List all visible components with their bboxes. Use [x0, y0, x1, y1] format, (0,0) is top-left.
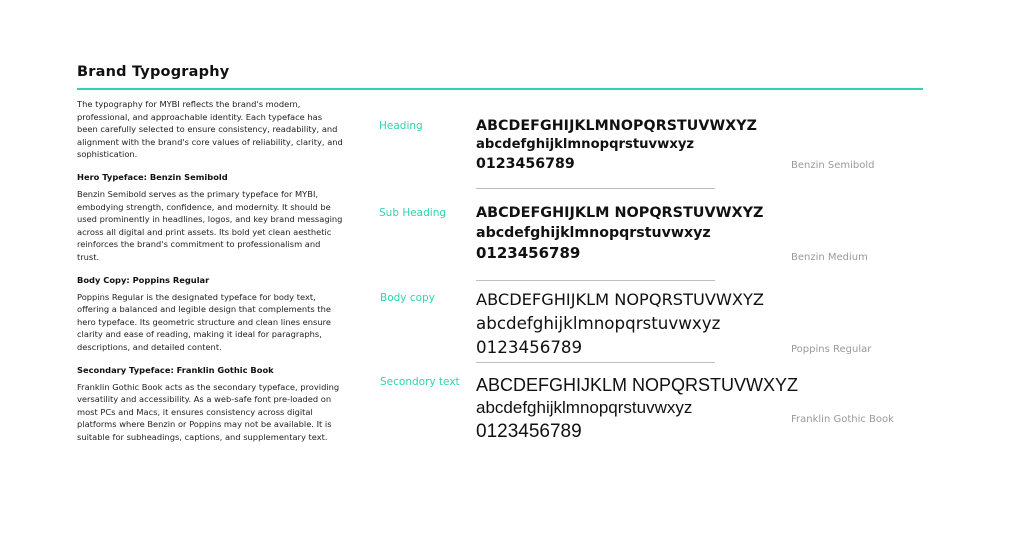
specimen-divider	[476, 280, 715, 281]
specimen-font-name: Franklin Gothic Book	[791, 414, 894, 425]
hero-typeface-paragraph: Benzin Semibold serves as the primary typeface for MYBI, embodying strength, confidence, and modernity. It should be used prominently in headlines, logos, and key brand messaging across all digital and print assets. Its bold yet clean aesthetic reinforces the brand's commitment to professionalism and trust.	[77, 188, 343, 262]
specimen-lowercase: abcdefghijklmnopqrstuvwxyz	[476, 225, 711, 241]
specimen-lowercase: abcdefghijklmnopqrstuvwxyz	[476, 137, 695, 152]
specimen-uppercase: ABCDEFGHIJKLM NOPQRSTUVWXYZ	[476, 290, 764, 309]
specimen-divider	[476, 362, 715, 363]
secondary-typeface-heading: Secondary Typeface: Franklin Gothic Book	[77, 364, 274, 375]
specimen-digits: 0123456789	[476, 337, 583, 357]
specimen-font-name: Benzin Medium	[791, 252, 868, 263]
specimen-label: Sub Heading	[379, 207, 447, 219]
specimen-uppercase: ABCDEFGHIJKLM NOPQRSTUVWXYZ	[476, 375, 799, 395]
specimen-label: Body copy	[380, 292, 435, 304]
specimen-digits: 0123456789	[476, 421, 582, 442]
secondary-typeface-paragraph: Franklin Gothic Book acts as the secondary typeface, providing versatility and accessibility. As a web-safe font pre-loaded on most PCs and Macs, it ensures consistency across digital platforms where Benzin or Poppins may not be available. It is suitable for subheadings, captions, and supplementary text.	[77, 381, 340, 442]
body-copy-heading: Body Copy: Poppins Regular	[77, 274, 210, 285]
hero-typeface-heading: Hero Typeface: Benzin Semibold	[77, 171, 228, 182]
title-divider	[77, 88, 923, 90]
specimen-lowercase: abcdefghijklmnopqrstuvwxyz	[476, 313, 721, 333]
specimen-digits: 0123456789	[476, 244, 581, 262]
specimen-font-name: Benzin Semibold	[791, 160, 875, 171]
description-column	[77, 98, 343, 453]
specimen-divider	[476, 188, 715, 189]
specimen-lowercase: abcdefghijklmnopqrstuvwxyz	[476, 398, 693, 417]
intro-paragraph: The typography for MYBI reflects the brand's modern, professional, and approachable identity. Each typeface has been carefully selected to ensure consistency, readability, and alignment with the brand's core values of reliability, clarity, and sophistication.	[77, 99, 343, 160]
specimen-uppercase: ABCDEFGHIJKLM NOPQRSTUVWXYZ	[476, 205, 764, 221]
page-title: Brand Typography	[77, 64, 230, 80]
specimen-label: Secondory text	[380, 376, 460, 388]
specimen-uppercase: ABCDEFGHIJKLMNOPQRSTUVWXYZ	[476, 118, 758, 134]
specimen-digits: 0123456789	[476, 156, 575, 172]
specimen-font-name: Poppins Regular	[791, 344, 872, 355]
specimen-label: Heading	[379, 120, 423, 132]
body-copy-paragraph: Poppins Regular is the designated typeface for body text, offering a balanced and legible design that complements the hero typeface. Its geometric structure and clean lines ensure clarity and ease of reading, making it ideal for paragraphs, descriptions, and detailed content.	[77, 291, 331, 352]
